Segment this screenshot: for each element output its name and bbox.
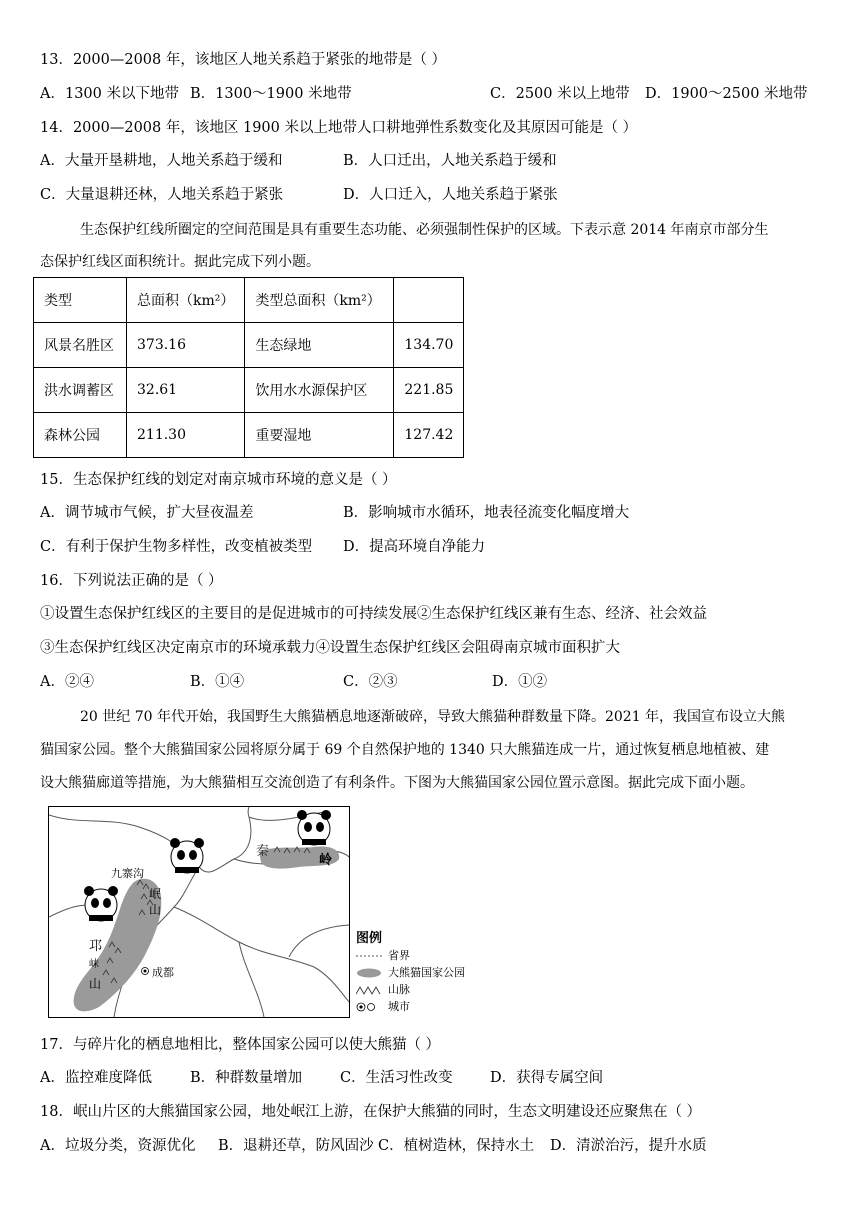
q13-option-d: D．1900～2500 米地带 [645,86,808,102]
map-legend [356,930,465,1015]
q15-option-c: C．有利于保护生物多样性，改变植被类型 [40,539,313,555]
legend-label: 山脉 [388,983,410,996]
q16-option-a: A．②④ [40,674,94,690]
table-cell: 211.30 [127,413,245,458]
q15-option-b: B．影响城市水循环，地表径流变化幅度增大 [343,505,630,521]
q15-option-d: D．提高环境自净能力 [343,539,486,555]
panda-park-map [48,806,350,1018]
panda-icon [297,810,331,845]
city-icon [142,968,149,975]
panda-icon [84,886,118,921]
passage2-line2: 猫国家公园。整个大熊猫国家公园将原分属于 69 个自然保护地的 1340 只大熊猫连成一片，通过恢复栖息地植被、建 [40,742,770,758]
q17-option-a: A．监控难度降低 [40,1070,152,1086]
label-min: 岷 [149,887,162,901]
q14-option-a: A．大量开垦耕地，人地关系趋于缓和 [40,153,283,169]
q16-stem: 16．下列说法正确的是（ ） [40,573,223,589]
label-jiuzhaigou: 九寨沟 [111,867,144,880]
legend-item-city [356,998,465,1015]
label-qiong: 邛 [89,939,103,954]
passage1-line1: 生态保护红线所圈定的空间范围是具有重要生态功能、必须强制性保护的区域。下表示意 2014 年南京市部分生 [80,222,769,238]
table-cell: 134.70 [394,323,464,368]
mountain-icon [356,985,382,995]
q16-option-b: B．①④ [190,674,245,690]
q18-stem: 18．岷山片区的大熊猫国家公园，地处岷江上游，在保护大熊猫的同时，生态文明建设还应聚焦在（ ） [40,1104,702,1120]
q16-statement-2: ③生态保护红线区决定南京市的环境承载力④设置生态保护红线区会阻碍南京城市面积扩大 [40,640,620,656]
q14-option-d: D．人口迁入，人地关系趋于紧张 [343,187,558,203]
table-cell: 221.85 [394,368,464,413]
q18-option-a: A．垃圾分类，资源优化 [40,1138,196,1154]
table-cell: 重要湿地 [245,413,394,458]
passage2-line3: 设大熊猫廊道等措施，为大熊猫相互交流创造了有利条件。下图为大熊猫国家公园位置示意图。据此完成下面小题。 [40,775,754,791]
q18-option-c: C．植树造林，保持水土 [378,1138,535,1154]
table-header-cell: 总面积（km²） [127,278,245,323]
table-row [34,323,464,368]
label-shan-1: 山 [149,903,162,917]
q15-stem: 15．生态保护红线的划定对南京城市环境的意义是（ ） [40,472,397,488]
label-chengdu: 成都 [152,966,174,979]
q14-option-c: C．大量退耕还林，人地关系趋于紧张 [40,187,284,203]
q16-option-d: D．①② [492,674,548,690]
legend-label: 省界 [388,949,410,962]
table-cell: 洪水调蓄区 [34,368,127,413]
table-cell: 饮用水水源保护区 [245,368,394,413]
table-cell: 生态绿地 [245,323,394,368]
q17-option-d: D．获得专属空间 [490,1070,604,1086]
table-cell: 风景名胜区 [34,323,127,368]
table-cell: 373.16 [127,323,245,368]
table-header-cell [394,278,464,323]
area-table [33,277,464,458]
q17-option-c: C．生活习性改变 [340,1070,453,1086]
label-qin: 秦 [256,844,270,859]
q17-option-b: B．种群数量增加 [190,1070,303,1086]
q14-option-b: B．人口迁出，人地关系趋于缓和 [343,153,557,169]
label-shan-2: 山 [89,977,102,991]
legend-label: 城市 [388,1000,410,1013]
table-row [34,413,464,458]
label-ling: 岭 [319,853,333,868]
table-header-row [34,278,464,323]
q16-statement-1: ①设置生态保护红线区的主要目的是促进城市的可持续发展②生态保护红线区兼有生态、经济、社会效益 [40,606,707,622]
q16-option-c: C．②③ [343,674,398,690]
table-cell: 32.61 [127,368,245,413]
passage2-line1: 20 世纪 70 年代开始，我国野生大熊猫栖息地逐渐破碎，导致大熊猫种群数量下降。2021 年，我国宣布设立大熊 [80,709,786,725]
label-lai: 崃 [89,959,99,970]
q18-option-d: D．清淤治污，提升水质 [550,1138,707,1154]
q15-option-a: A．调节城市气候，扩大昼夜温差 [40,505,254,521]
table-row [34,368,464,413]
q14-stem: 14．2000—2008 年，该地区 1900 米以上地带人口耕地弹性系数变化及其原因可能是（ ） [40,120,638,136]
legend-item-park [356,964,465,981]
table-cell: 森林公园 [34,413,127,458]
q13-option-b: B．1300～1900 米地带 [190,86,352,102]
legend-item-mountain [356,981,465,998]
passage1-line2: 态保护红线区面积统计。据此完成下列小题。 [40,254,320,270]
table-cell: 127.42 [394,413,464,458]
legend-title: 图例 [356,931,383,946]
boundary-line-icon [356,952,382,960]
legend-item-boundary [356,947,465,964]
q13-option-c: C．2500 米以上地带 [490,86,630,102]
table-header-cell: 类型总面积（km²） [245,278,394,323]
table-header-cell: 类型 [34,278,127,323]
q13-stem: 13．2000—2008 年，该地区人地关系趋于紧张的地带是（ ） [40,52,446,68]
city-icon [356,1002,382,1012]
park-area-icon [356,968,382,978]
q18-option-b: B．退耕还草，防风固沙 [218,1138,374,1154]
q13-option-a: A．1300 米以下地带 [40,86,179,102]
legend-label: 大熊猫国家公园 [388,966,465,979]
q17-stem: 17．与碎片化的栖息地相比，整体国家公园可以使大熊猫（ ） [40,1037,441,1053]
panda-icon [170,838,204,873]
